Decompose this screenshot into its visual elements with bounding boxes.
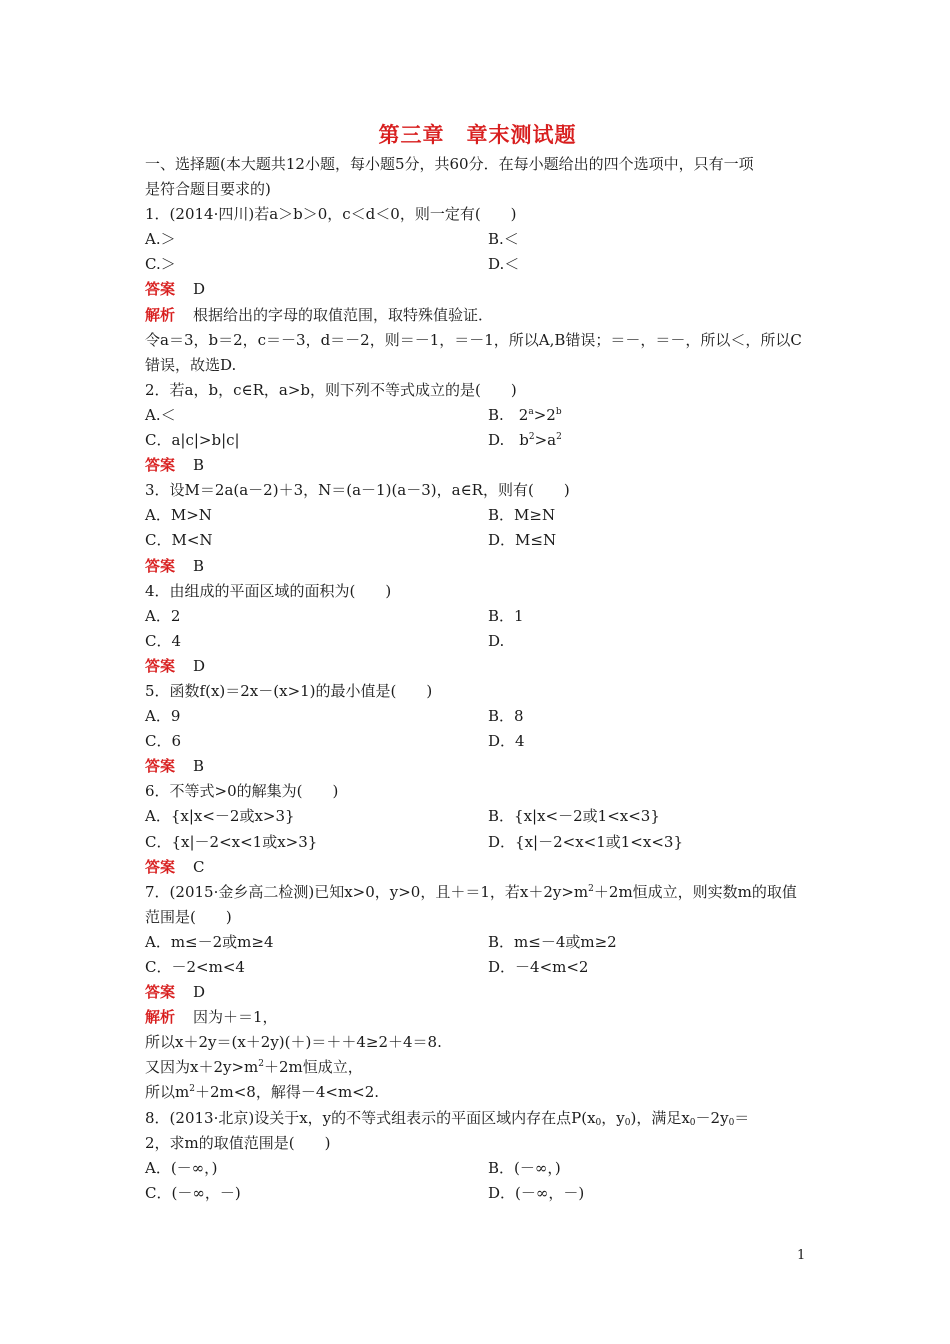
question-3-option-a: A．M>N: [145, 506, 212, 525]
analysis-text: 所以m: [145, 1083, 190, 1102]
stem-text: －2y: [695, 1108, 729, 1127]
superscript: 2: [528, 432, 535, 443]
question-7-stem-line-2: 范围是( ): [145, 907, 232, 926]
question-6-option-b: B．{x|x<－2或1<x<3}: [488, 807, 660, 826]
analysis-text: 根据给出的字母的取值范围，取特殊值验证．: [193, 305, 494, 324]
answer-label: 答案: [145, 983, 176, 1002]
section-intro-line-2: 是符合题目要求的): [145, 180, 271, 199]
question-7-analysis-line-2: [145, 1055, 810, 1080]
question-2-stem: 2．若a，b，c∈R，a>b，则下列不等式成立的是( ): [145, 380, 517, 399]
question-7-analysis-line-3: [145, 1080, 810, 1105]
superscript: b: [555, 406, 562, 417]
analysis-label: 解析: [145, 305, 176, 324]
question-1-analysis: [145, 303, 810, 328]
question-2-option-c: C．a|c|>b|c|: [145, 431, 240, 450]
superscript: 2: [556, 432, 562, 443]
question-1-options-row-2: [145, 252, 810, 277]
question-4-stem: 4．由组成的平面区域的面积为( ): [145, 581, 392, 600]
question-3-options-row-2: [145, 528, 810, 553]
question-4-options-row-2: [145, 629, 810, 654]
question-6-option-c: C．{x|－2<x<1或x>3}: [145, 832, 318, 851]
question-6-stem: 6．不等式>0的解集为( ): [145, 782, 339, 801]
question-5-option-a: A．9: [145, 707, 181, 726]
question-3-stem: 3．设M＝2a(a－2)＋3，N＝(a－1)(a－3)，a∈R，则有( ): [145, 481, 570, 500]
analysis-text: ＋2m恒成立，: [264, 1058, 363, 1077]
analysis-text: ＋2m<8，解得－4<m<2.: [194, 1083, 380, 1102]
analysis-text: 又因为x＋2y>m: [145, 1058, 259, 1077]
answer-value: C: [193, 857, 205, 876]
question-4-option-d: D.: [488, 631, 505, 650]
question-5-stem: 5．函数f(x)＝2x－(x>1)的最小值是( ): [145, 681, 433, 700]
question-4-option-a: A．2: [145, 606, 181, 625]
question-7-option-b: B．m≤－4或m≥2: [488, 932, 617, 951]
answer-label: 答案: [145, 456, 176, 475]
question-4-option-b: B．1: [488, 606, 524, 625]
question-5-option-c: C．6: [145, 732, 182, 751]
question-1-options-row-1: [145, 227, 810, 252]
stem-text: 7．(2015·金乡高二检测)已知x>0，y>0，且＋＝1，若x＋2y>m: [145, 882, 589, 901]
question-6-options-row-2: [145, 830, 810, 855]
answer-value: D: [193, 983, 206, 1002]
stem-text: 8．(2013·北京)设关于x，y的不等式组表示的平面区域内存在点P(x: [145, 1108, 596, 1127]
question-6-answer: [145, 855, 810, 880]
analysis-text: 因为＋＝1，: [193, 1008, 278, 1027]
question-8-stem: [145, 1106, 810, 1131]
stem-text: ，y: [601, 1108, 625, 1127]
question-7-analysis: [145, 1005, 810, 1030]
page-number: 1: [797, 1248, 806, 1263]
question-8-option-d: D．(－∞，－): [488, 1183, 585, 1202]
stem-text: ＋2m恒成立，则实数m的取值: [593, 882, 797, 901]
question-2-options-row-2: [145, 428, 810, 453]
question-8-options-row-1: [145, 1156, 810, 1181]
question-5-options-row-1: [145, 704, 810, 729]
question-1-analysis-line-1: 令a＝3，b＝2，c＝－3，d＝－2，则＝－1，＝－1，所以A,B错误；＝－，＝－，所以＜，所以C: [145, 330, 802, 349]
question-5-options-row-2: [145, 729, 810, 754]
question-5-option-d: D．4: [488, 732, 525, 751]
answer-label: 答案: [145, 757, 176, 776]
question-1-answer: [145, 277, 810, 302]
answer-value: D: [193, 280, 206, 299]
section-intro-line-1: 一、选择题(本大题共12小题，每小题5分，共60分．在每小题给出的四个选项中，只有一项: [145, 155, 754, 173]
answer-label: 答案: [145, 656, 176, 675]
answer-value: B: [193, 556, 205, 575]
question-3-option-b: B．M≥N: [488, 506, 556, 525]
subscript: 0: [728, 1117, 735, 1128]
question-7-answer: [145, 980, 810, 1005]
subscript: 0: [624, 1117, 631, 1128]
stem-text: )，满足x: [630, 1108, 690, 1127]
subscript: 0: [595, 1117, 602, 1128]
question-3-option-d: D．M≤N: [488, 531, 557, 550]
answer-value: D: [193, 656, 206, 675]
question-1-option-a: A.＞: [145, 230, 176, 249]
document-page: [145, 118, 810, 1206]
question-7-analysis-line-1: 所以x＋2y＝(x＋2y)(＋)＝＋＋4≥2＋4＝8.: [145, 1033, 442, 1052]
question-1-option-d: D.＜: [488, 255, 520, 274]
question-2-option-a: A.＜: [145, 405, 176, 424]
question-7-stem: [145, 880, 810, 905]
question-6-options-row-1: [145, 804, 810, 829]
question-3-answer: [145, 554, 810, 579]
question-1-option-b: B.＜: [488, 230, 519, 249]
answer-label: 答案: [145, 857, 176, 876]
question-8-options-row-2: [145, 1181, 810, 1206]
answer-label: 答案: [145, 556, 176, 575]
superscript: 2: [588, 883, 594, 894]
question-1-analysis-line-2: 错误，故选D.: [145, 355, 237, 374]
question-8-option-a: A．(－∞，): [145, 1158, 218, 1177]
question-8-option-b: B．(－∞，): [488, 1158, 561, 1177]
question-5-option-b: B．8: [488, 707, 524, 726]
question-7-option-d: D．－4<m<2: [488, 958, 589, 976]
answer-label: 答案: [145, 280, 176, 299]
superscript: 2: [189, 1084, 195, 1095]
question-3-options-row-1: [145, 503, 810, 528]
question-2-option-b: [488, 403, 562, 428]
question-7-options-row-2: [145, 955, 810, 980]
option-text: D. b: [488, 431, 529, 450]
question-4-answer: [145, 654, 810, 679]
question-1-option-c: C.＞: [145, 255, 176, 274]
question-7-option-c: C．－2<m<4: [145, 958, 245, 976]
superscript: 2: [258, 1059, 265, 1070]
question-4-option-c: C．4: [145, 631, 182, 650]
question-7-options-row-1: [145, 930, 810, 955]
question-8-stem-line-2: 2，求m的取值范围是( ): [145, 1133, 331, 1152]
stem-text: ＝: [734, 1108, 750, 1127]
question-7-option-a: A．m≤－2或m≥4: [145, 932, 274, 951]
question-2-answer: [145, 453, 810, 478]
question-5-answer: [145, 754, 810, 779]
question-8-option-c: C．(－∞，－): [145, 1183, 241, 1202]
option-text: >2: [533, 405, 556, 424]
question-1-stem: 1．(2014·四川)若a＞b＞0，c＜d＜0，则一定有( ): [145, 205, 517, 224]
analysis-label: 解析: [145, 1008, 176, 1027]
question-4-options-row-1: [145, 604, 810, 629]
question-6-option-d: D．{x|－2<x<1或1<x<3}: [488, 832, 683, 851]
answer-value: B: [193, 456, 205, 475]
option-text: B. 2: [488, 405, 529, 424]
option-text: >a: [534, 431, 557, 450]
page-title: 第三章 章末测试题: [378, 122, 577, 147]
question-2-option-d: [488, 428, 562, 453]
question-6-option-a: A．{x|x<－2或x>3}: [145, 807, 295, 826]
subscript: 0: [689, 1117, 696, 1128]
answer-value: B: [193, 757, 205, 776]
superscript: a: [528, 406, 534, 417]
question-3-option-c: C．M<N: [145, 531, 213, 550]
question-2-options-row-1: [145, 403, 810, 428]
